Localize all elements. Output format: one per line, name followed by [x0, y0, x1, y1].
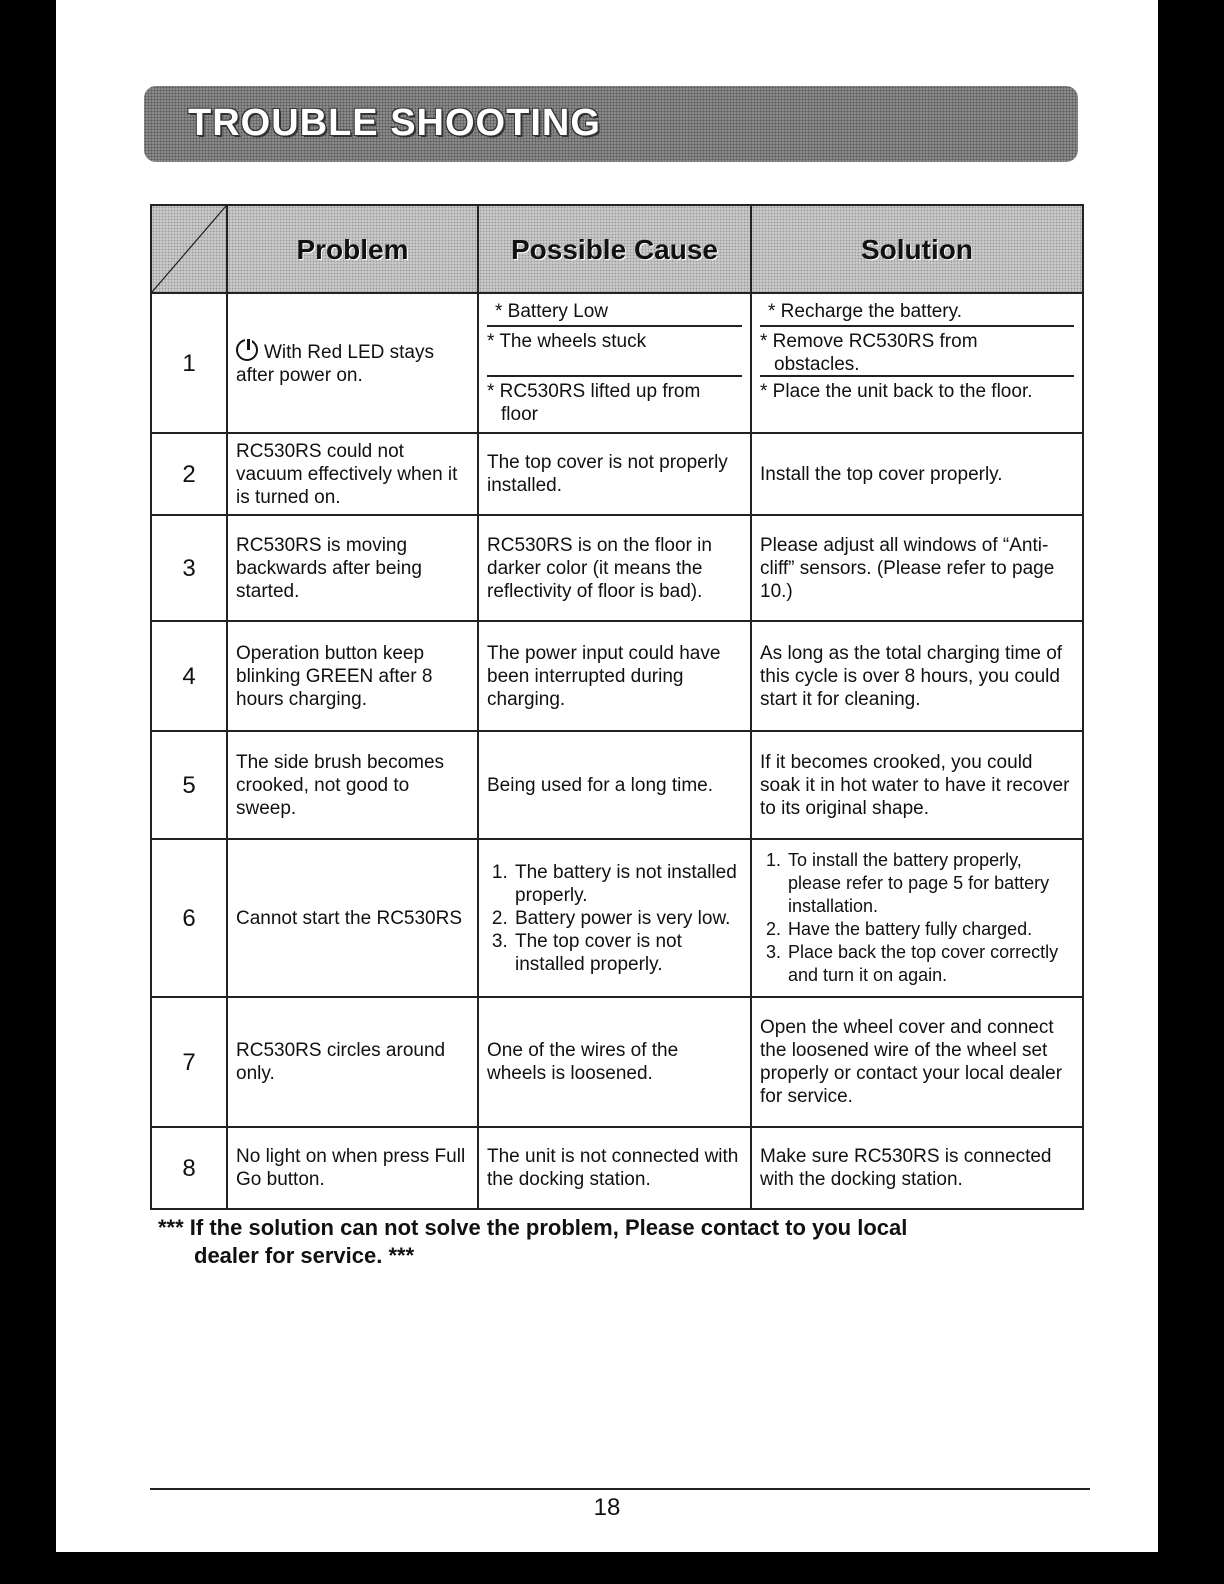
cause-cell: The power input could have been interrupted during charging. [478, 621, 751, 731]
corner-cell [151, 205, 227, 293]
cause-cell: The top cover is not properly installed. [478, 433, 751, 515]
problem-cell: RC530RS circles around only. [227, 997, 478, 1127]
solution-cell: Open the wheel cover and connect the loosened wire of the wheel set properly or contact your local dealer for service. [751, 997, 1083, 1127]
column-header-possible-cause: Possible Cause [478, 205, 751, 293]
solution-cell [751, 293, 1083, 433]
table-row [151, 621, 1083, 731]
table-row [151, 1127, 1083, 1209]
column-header-solution: Solution [751, 205, 1083, 293]
solution-list [760, 849, 1074, 987]
row-number: 2 [151, 433, 227, 515]
row-number: 6 [151, 839, 227, 997]
troubleshooting-table [150, 204, 1084, 1210]
cause-cell [478, 839, 751, 997]
solution-cell: If it becomes crooked, you could soak it in hot water to have it recover to its original shape. [751, 731, 1083, 839]
list-item: 1. The battery is not installed properly. [513, 861, 742, 907]
row-number: 5 [151, 731, 227, 839]
table-row [151, 731, 1083, 839]
problem-cell: No light on when press Full Go button. [227, 1127, 478, 1209]
table-header-row [151, 205, 1083, 293]
footnote-line: *** If the solution can not solve the problem, Please contact to you local [158, 1215, 908, 1240]
list-item: 2. Battery power is very low. [513, 907, 742, 930]
list-item: 3. Place back the top cover correctly and turn it on again. [786, 941, 1074, 987]
column-header-problem: Problem [227, 205, 478, 293]
solution-item: * Remove RC530RS from obstacles. [760, 327, 1074, 377]
cause-cell: One of the wires of the wheels is loosened. [478, 997, 751, 1127]
power-icon [236, 339, 258, 361]
problem-cell: Cannot start the RC530RS [227, 839, 478, 997]
problem-cell: Operation button keep blinking GREEN after 8 hours charging. [227, 621, 478, 731]
row-number: 3 [151, 515, 227, 621]
manual-page [56, 0, 1158, 1552]
table-row [151, 839, 1083, 997]
solution-cell: Make sure RC530RS is connected with the docking station. [751, 1127, 1083, 1209]
cause-cell [478, 293, 751, 433]
cause-cell: The unit is not connected with the docking station. [478, 1127, 751, 1209]
table-row [151, 433, 1083, 515]
cause-item: * The wheels stuck [487, 327, 742, 377]
problem-cell [227, 293, 478, 433]
row-number: 8 [151, 1127, 227, 1209]
footnote-line: dealer for service. *** [194, 1243, 415, 1268]
problem-cell: The side brush becomes crooked, not good to sweep. [227, 731, 478, 839]
problem-text: With Red LED stays after power on. [236, 342, 434, 386]
problem-cell: RC530RS could not vacuum effectively when it is turned on. [227, 433, 478, 515]
list-item: 2. Have the battery fully charged. [786, 918, 1074, 941]
title-banner [144, 86, 1078, 162]
list-item: 3. The top cover is not installed properly. [513, 930, 742, 976]
cause-list [487, 861, 742, 976]
row-number: 1 [151, 293, 227, 433]
table-row [151, 293, 1083, 433]
solution-item: * Place the unit back to the floor. [760, 381, 1033, 402]
row-number: 4 [151, 621, 227, 731]
table-row [151, 997, 1083, 1127]
cause-item: * RC530RS lifted up from floor [487, 381, 701, 425]
footnote [158, 1214, 1078, 1270]
solution-item: * Recharge the battery. [760, 297, 1074, 327]
cause-cell: RC530RS is on the floor in darker color (it means the reflectivity of floor is bad). [478, 515, 751, 621]
cause-item: * Battery Low [487, 297, 742, 327]
solution-cell: Please adjust all windows of “Anti-cliff” sensors. (Please refer to page 10.) [751, 515, 1083, 621]
page-number: 18 [593, 1494, 621, 1521]
list-item: 1. To install the battery properly, please refer to page 5 for battery installation. [786, 849, 1074, 918]
solution-cell: As long as the total charging time of this cycle is over 8 hours, you could start it for cleaning. [751, 621, 1083, 731]
row-number: 7 [151, 997, 227, 1127]
footer-divider [150, 1488, 1090, 1490]
solution-cell: Install the top cover properly. [751, 433, 1083, 515]
table-row [151, 515, 1083, 621]
solution-cell [751, 839, 1083, 997]
cause-cell: Being used for a long time. [478, 731, 751, 839]
page-title: TROUBLE SHOOTING [188, 102, 601, 144]
problem-cell: RC530RS is moving backwards after being started. [227, 515, 478, 621]
